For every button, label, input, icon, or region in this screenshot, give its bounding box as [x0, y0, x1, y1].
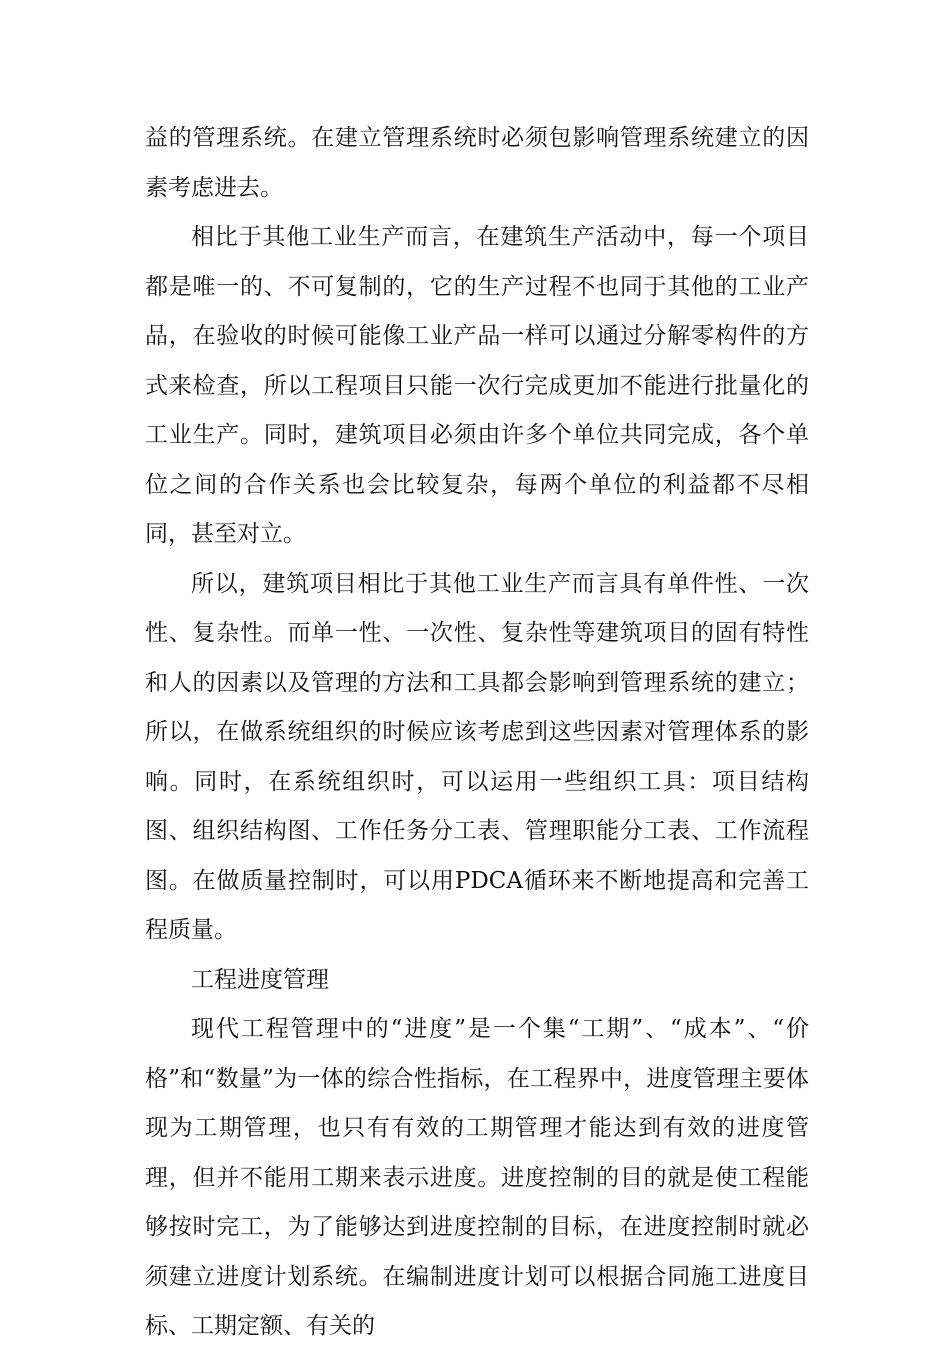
- document-body: [145, 114, 809, 1352]
- section-heading-progress-management: 工程进度管理: [191, 966, 329, 993]
- paragraph-progress-management: 现代工程管理中的“进度”是一个集“工期”、“成本”、“价格”和“数量”为一体的综合性指标，在工程界中，进度管理主要体现为工期管理，也只有有效的工期管理才能达到有效的进度管理，但并不能用工期来表示进度。进度控制的目的就是使工程能够按时完工，为了能够达到进度控制的目标，在进度控制时就必须建立进度计划系统。在编制进度计划可以根据合同施工进度目标、工期定额、有关的: [145, 1016, 809, 1339]
- paragraph-project-uniqueness: 相比于其他工业生产而言，在建筑生产活动中，每一个项目都是唯一的、不可复制的，它的生产过程不也同于其他的工业产品，在验收的时候可能像工业产品一样可以通过分解零构件的方式来检查，所以工程项目只能一次行完成更加不能进行批量化的工业生产。同时，建筑项目必须由许多个单位共同完成，各个单位之间的合作关系也会比较复杂，每两个单位的利益都不尽相同，甚至对立。: [145, 224, 809, 547]
- paragraph-project-characteristics: 所以，建筑项目相比于其他工业生产而言具有单件性、一次性、复杂性。而单一性、一次性、复杂性等建筑项目的固有特性和人的因素以及管理的方法和工具都会影响到管理系统的建立；所以，在做系统组织的时候应该考虑到这些因素对管理体系的影响。同时，在系统组织时，可以运用一些组织工具：项目结构图、组织结构图、工作任务分工表、管理职能分工表、工作流程图。在做质量控制时，可以用PDCA循环来不断地提高和完善工程质量。: [145, 570, 809, 943]
- paragraph-continuation: 益的管理系统。在建立管理系统时必须包影响管理系统建立的因素考虑进去。: [145, 125, 809, 201]
